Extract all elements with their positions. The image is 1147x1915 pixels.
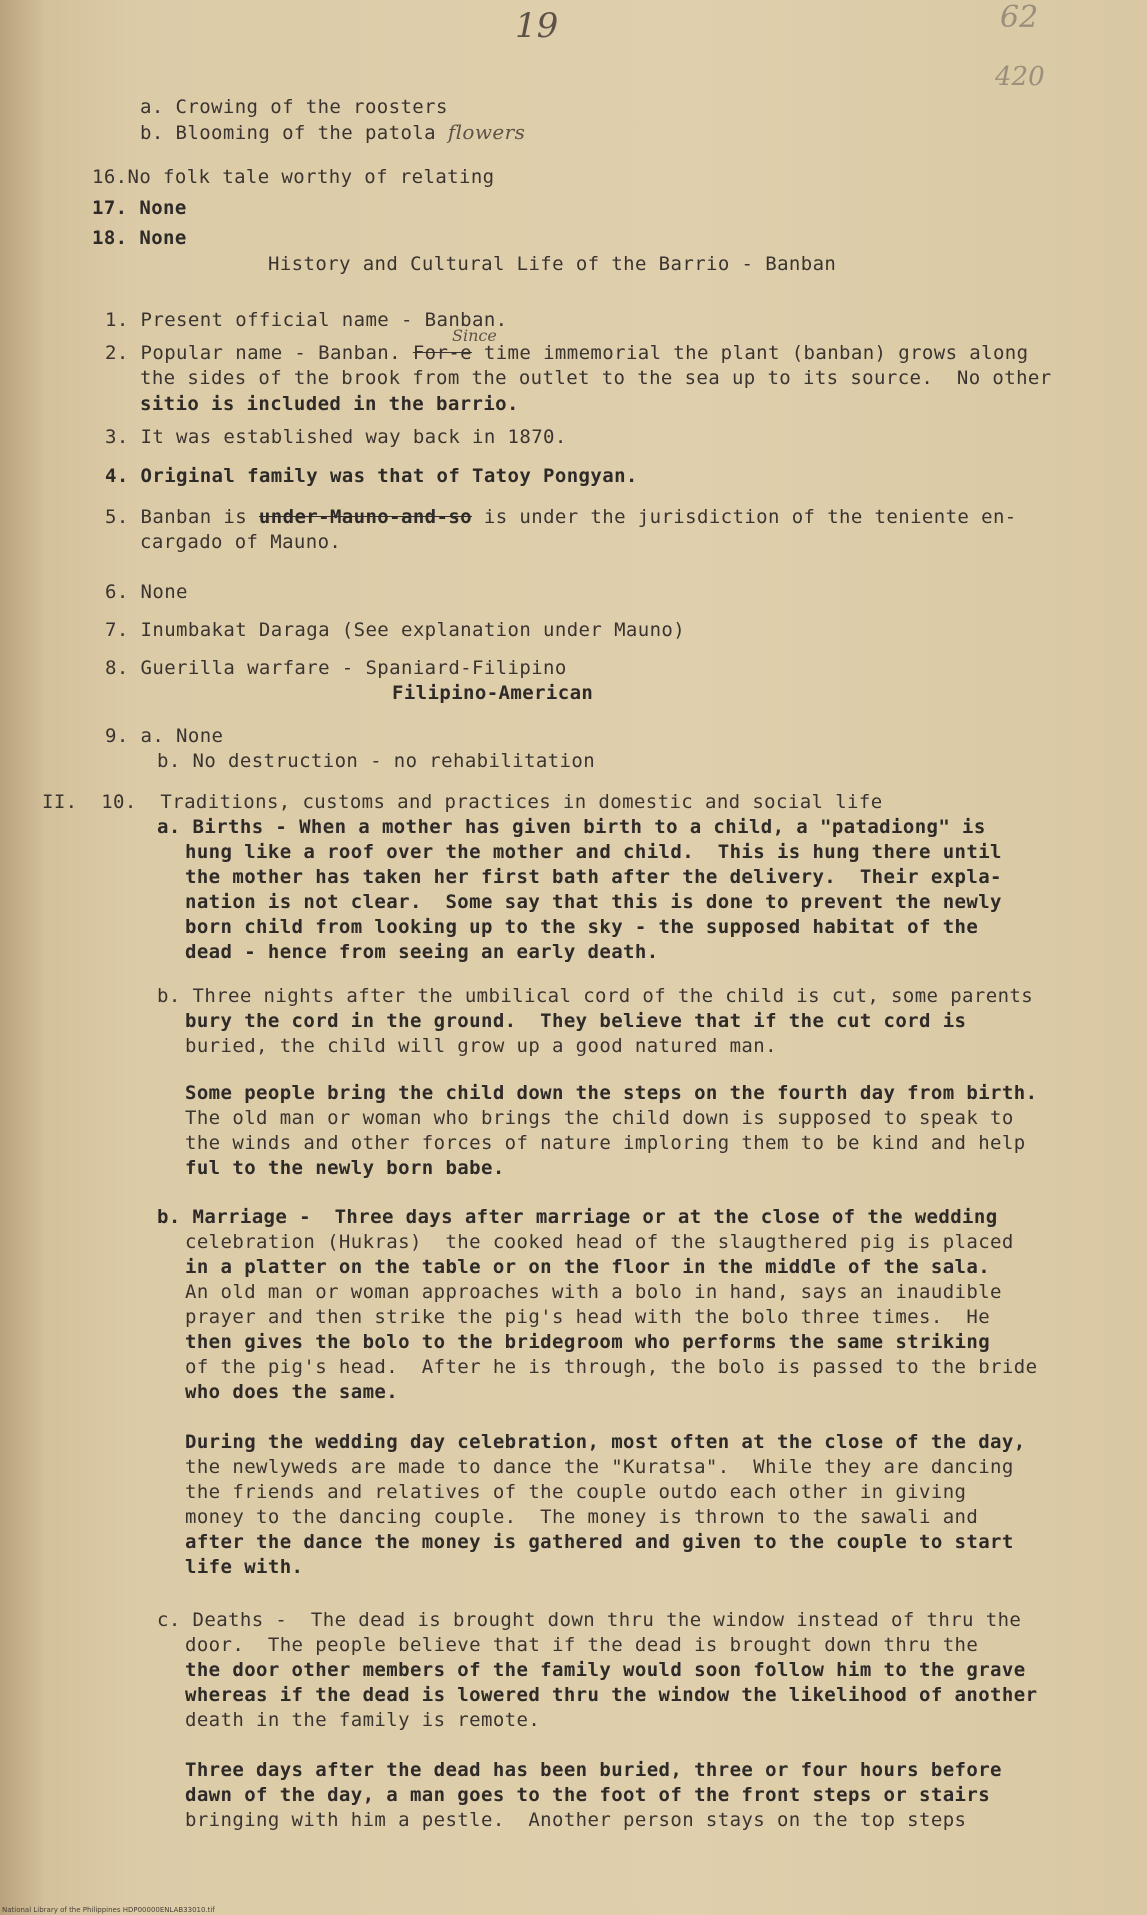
item-5-line-1: 5. Banban is under-Mauno-and-so is under the jurisdiction of the teniente en- xyxy=(105,506,1017,528)
burial-line-2: dawn of the day, a man goes to the foot of the front steps or stairs xyxy=(185,1784,991,1806)
corner-number-top: 62 xyxy=(1000,0,1039,35)
item-9b: b. No destruction - no rehabilitation xyxy=(157,750,596,772)
item-1: 1. Present official name - Banban. xyxy=(105,309,508,331)
births-line-4: nation is not clear. Some say that this is done to prevent the newly xyxy=(185,891,1002,913)
item-8-line-1: 8. Guerilla warfare - Spaniard-Filipino xyxy=(105,657,567,679)
marriage-line-1: b. Marriage - Three days after marriage or at the close of the wedding xyxy=(157,1206,998,1228)
deaths-line-1: c. Deaths - The dead is brought down thru the window instead of thru the xyxy=(157,1609,1022,1631)
cord-line-1: b. Three nights after the umbilical cord of the child is cut, some parents xyxy=(157,985,1034,1007)
births-line-6: dead - hence from seeing an early death. xyxy=(185,941,659,963)
answer-15b: b. Blooming of the patola flowers xyxy=(140,120,526,144)
answer-15a: a. Crowing of the roosters xyxy=(140,96,448,118)
marriage-line-7: of the pig's head. After he is through, the bolo is passed to the bride xyxy=(185,1356,1038,1378)
marriage-line-3: in a platter on the table or on the floor in the middle of the sala. xyxy=(185,1256,991,1278)
section-heading: History and Cultural Life of the Barrio - Banban xyxy=(268,253,837,275)
wedding-line-6: life with. xyxy=(185,1556,304,1578)
cord-line-3: buried, the child will grow up a good natured man. xyxy=(185,1035,777,1057)
item-2-line-3: sitio is included in the barrio. xyxy=(140,393,519,415)
deaths-line-5: death in the family is remote. xyxy=(185,1709,541,1731)
births-line-3: the mother has taken her first bath after the delivery. Their expla- xyxy=(185,866,1002,888)
item-9a: 9. a. None xyxy=(105,725,224,747)
marriage-line-6: then gives the bolo to the bridegroom who performs the same striking xyxy=(185,1331,991,1353)
item-3: 3. It was established way back in 1870. xyxy=(105,426,567,448)
births-line-5: born child from looking up to the sky - the supposed habitat of the xyxy=(185,916,979,938)
corner-number-bottom: 420 xyxy=(995,62,1045,92)
deaths-line-3: the door other members of the family would soon follow him to the grave xyxy=(185,1659,1026,1681)
marriage-line-8: who does the same. xyxy=(185,1381,399,1403)
burial-line-1: Three days after the dead has been buried, three or four hours before xyxy=(185,1759,1002,1781)
births-line-2: hung like a roof over the mother and child. This is hung there until xyxy=(185,841,1002,863)
wedding-line-2: the newlyweds are made to dance the "Kuratsa". While they are dancing xyxy=(185,1456,1014,1478)
deaths-line-2: door. The people believe that if the dead is brought down thru the xyxy=(185,1634,979,1656)
item-2-line-2: the sides of the brook from the outlet to the sea up to its source. No other xyxy=(140,367,1052,389)
answer-18: 18. None xyxy=(92,227,187,249)
steps-line-4: ful to the newly born babe. xyxy=(185,1157,505,1179)
item-8-line-2: Filipino-American xyxy=(392,682,594,704)
wedding-line-4: money to the dancing couple. The money is thrown to the sawali and xyxy=(185,1506,979,1528)
handwritten-flowers: flowers xyxy=(447,120,526,144)
item-7: 7. Inumbakat Daraga (See explanation under Mauno) xyxy=(105,619,686,641)
scan-footer: National Library of the Philippines HDP00000ENLAB33010.tif xyxy=(2,1906,215,1914)
burial-line-3: bringing with him a pestle. Another person stays on the top steps xyxy=(185,1809,967,1831)
handwritten-since: Since xyxy=(452,326,497,345)
section-10-title: II. 10. Traditions, customs and practices in domestic and social life xyxy=(42,791,883,813)
steps-line-2: The old man or woman who brings the child down is supposed to speak to xyxy=(185,1107,1014,1129)
page-number: 19 xyxy=(515,6,559,46)
item-6: 6. None xyxy=(105,581,188,603)
answer-16: 16.No folk tale worthy of relating xyxy=(92,166,495,188)
steps-line-3: the winds and other forces of nature imploring them to be kind and help xyxy=(185,1132,1026,1154)
steps-line-1: Some people bring the child down the steps on the fourth day from birth. xyxy=(185,1082,1038,1104)
item-2-line-1: 2. Popular name - Banban. For-e time immemorial the plant (banban) grows along xyxy=(105,342,1029,364)
births-line-1: a. Births - When a mother has given birth to a child, a "patadiong" is xyxy=(157,816,986,838)
item-4: 4. Original family was that of Tatoy Pongyan. xyxy=(105,465,638,487)
deaths-line-4: whereas if the dead is lowered thru the window the likelihood of another xyxy=(185,1684,1038,1706)
cord-line-2: bury the cord in the ground. They believe that if the cut cord is xyxy=(185,1010,967,1032)
marriage-line-4: An old man or woman approaches with a bolo in hand, says an inaudible xyxy=(185,1281,1002,1303)
marriage-line-5: prayer and then strike the pig's head with the bolo three times. He xyxy=(185,1306,991,1328)
wedding-line-3: the friends and relatives of the couple outdo each other in giving xyxy=(185,1481,967,1503)
answer-17: 17. None xyxy=(92,197,187,219)
wedding-line-1: During the wedding day celebration, most often at the close of the day, xyxy=(185,1431,1026,1453)
wedding-line-5: after the dance the money is gathered and given to the couple to start xyxy=(185,1531,1014,1553)
item-5-line-2: cargado of Mauno. xyxy=(140,531,342,553)
marriage-line-2: celebration (Hukras) the cooked head of the slaugthered pig is placed xyxy=(185,1231,1014,1253)
